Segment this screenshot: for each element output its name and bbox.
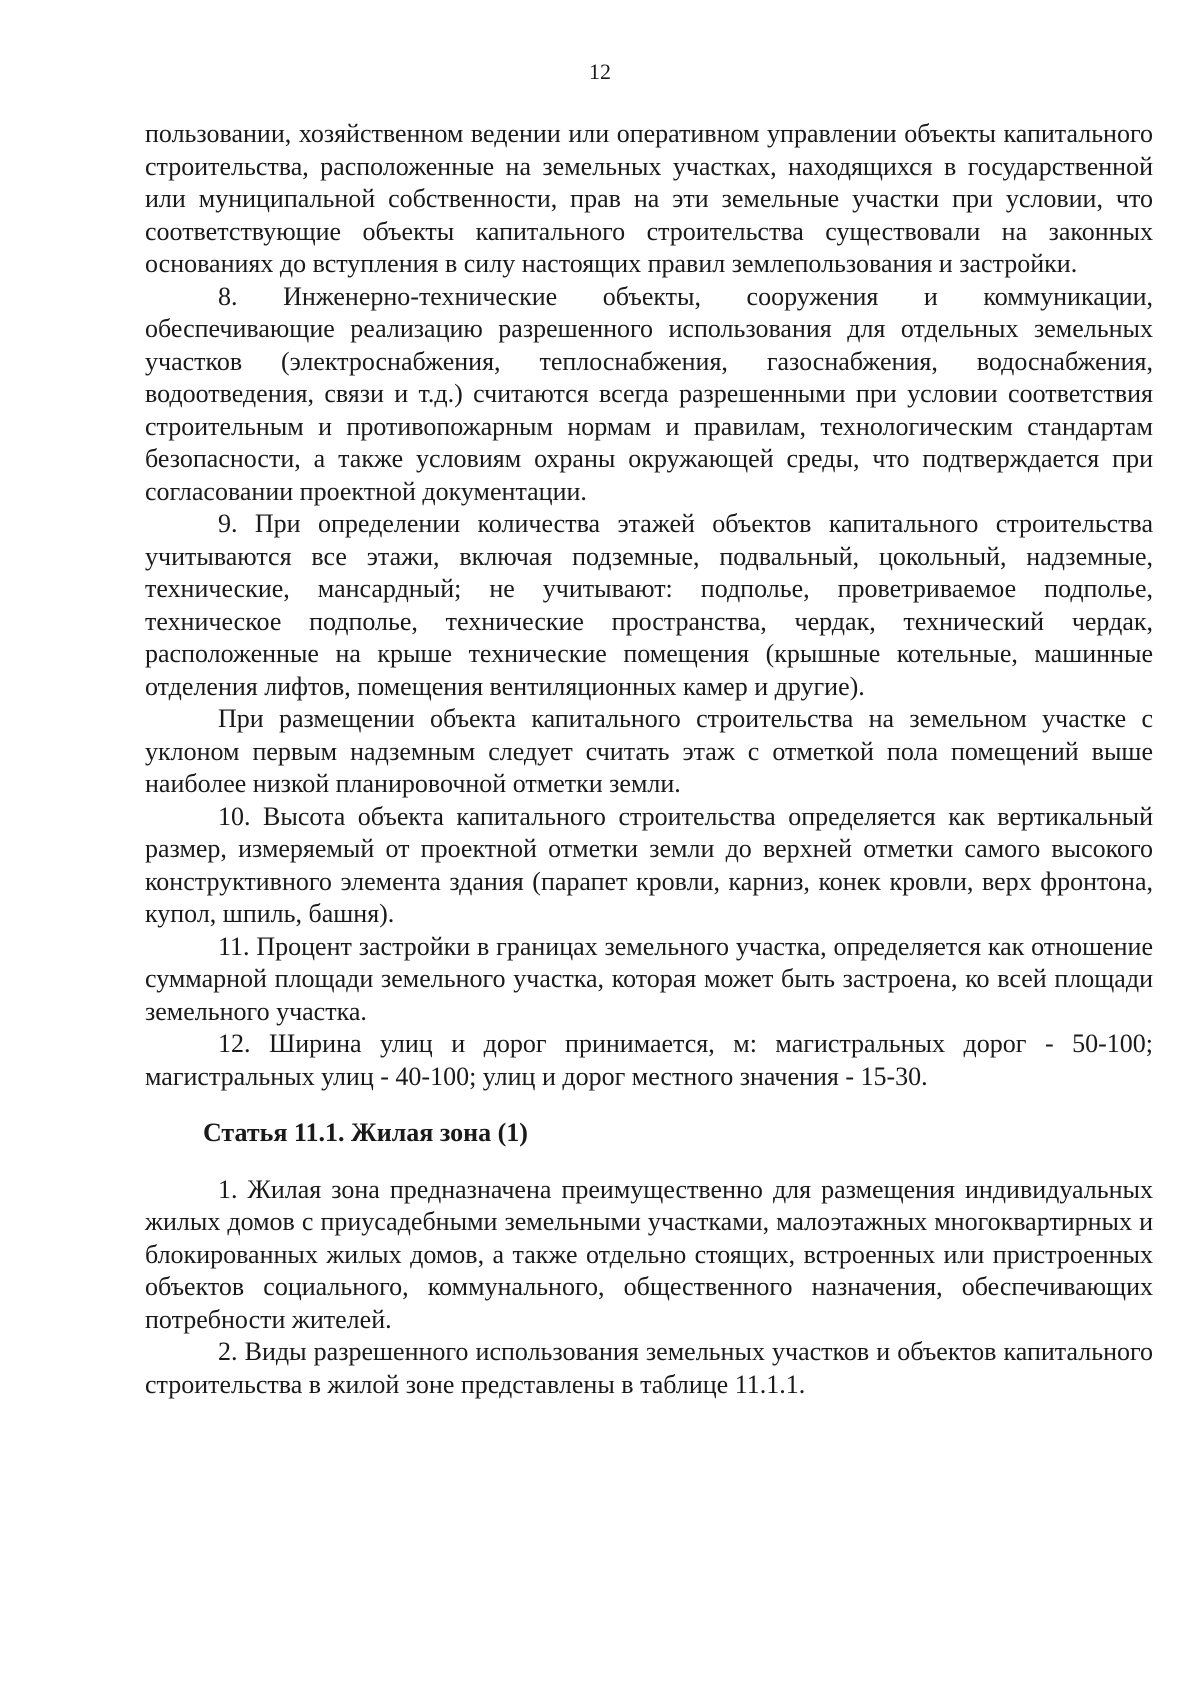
paragraph-section-item-2: 2. Виды разрешенного использования земельных участков и объектов капитального строительства в жилой зоне представлены в таблице 11.1.1.	[145, 1337, 1153, 1399]
paragraph-item-9-note: При размещении объекта капитального строительства на земельном участке с уклоном первым надземным следует считать этаж с отметкой пола помещений выше наиболее низкой планировочной отметки земли.	[145, 704, 1153, 798]
paragraph-section-item-1: 1. Жилая зона предназначена преимущественно для размещения индивидуальных жилых домов с приусадебными земельными участками, малоэтажных многоквартирных и блокированных жилых домов, а также отдельно стоящих, встроенных или пристроенных объектов социального, коммунального, общественного назначения, обеспечивающих потребности жителей.	[145, 1174, 1153, 1334]
paragraph-continuation: пользовании, хозяйственном ведении или оперативном управлении объекты капитального строительства, расположенные на земельных участках, находящихся в государственной или муниципальной собственности, прав на эти земельные участки при условии, что соответствующие объекты капитального строительства существовали на законных основаниях до вступления в силу настоящих правил землепользования и застройки.	[145, 119, 1153, 278]
document-body	[145, 118, 1153, 1401]
paragraph-item-11: 11. Процент застройки в границах земельного участка, определяется как отношение суммарной площади земельного участка, которая может быть застроена, ко всей площади земельного участка.	[145, 931, 1153, 1026]
page-number: 12	[589, 59, 611, 84]
paragraph-item-8: 8. Инженерно-технические объекты, сооружения и коммуникации, обеспечивающие реализацию разрешенного использования для отдельных земельных участков (электроснабжения, теплоснабжения, газоснабжения, водоснабжения, водоотведения, связи и т.д.) считаются всегда разрешенными при условии соответствия строительным и противопожарным нормам и правилам, технологическим стандартам безопасности, а также условиям охраны окружающей среды, что подтверждается при согласовании проектной документации.	[145, 281, 1153, 506]
paragraph-item-12: 12. Ширина улиц и дорог принимается, м: магистральных дорог - 50-100; магистральных улиц - 40-100; улиц и дорог местного значения - 15-30.	[145, 1029, 1153, 1091]
paragraph-item-10: 10. Высота объекта капитального строительства определяется как вертикальный размер, измеряемый от проектной отметки земли до верхней отметки самого высокого конструктивного элемента здания (парапет кровли, карниз, конек кровли, верх фронтона, купол, шпиль, башня).	[145, 801, 1153, 928]
paragraph-item-9: 9. При определении количества этажей объектов капитального строительства учитываются все этажи, включая подземные, подвальный, цокольный, надземные, технические, мансардный; не учитывают: подполье, проветриваемое подполье, техническое подполье, технические пространства, чердак, технический чердак, расположенные на крыше технические помещения (крышные котельные, машинные отделения лифтов, помещения вентиляционных камер и другие).	[145, 509, 1153, 701]
section-heading: Статья 11.1. Жилая зона (1)	[203, 1118, 528, 1147]
